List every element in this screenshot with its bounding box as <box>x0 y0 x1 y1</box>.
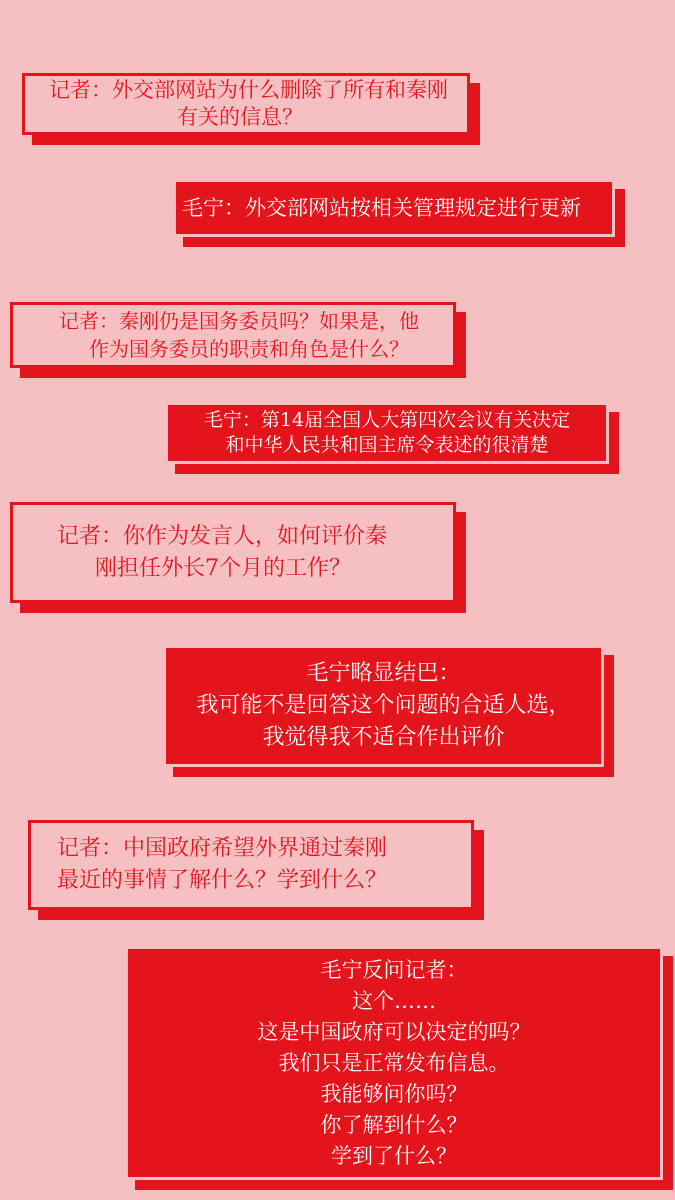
a3-line-3: 我觉得我不适合作出评价 <box>262 725 505 750</box>
maoning-answer-1 <box>173 179 615 237</box>
maoning-answer-4 <box>125 946 663 1180</box>
q3-line-2: 刚担任外长7个月的工作？ <box>95 555 351 581</box>
a4-line-2: 这个…… <box>352 988 436 1013</box>
maoning-answer-2 <box>165 402 609 464</box>
reporter-question-2 <box>10 302 456 368</box>
q3-line-1: 记者：你作为发言人，如何评价秦 <box>57 523 388 549</box>
a4-line-5: 我能够问你吗？ <box>320 1081 468 1106</box>
q2-line-1: 记者：秦刚仍是国务委员吗？如果是，他 <box>59 309 419 333</box>
a4-line-3: 这是中国政府可以决定的吗？ <box>257 1019 531 1044</box>
q4-line-1: 记者：中国政府希望外界通过秦刚 <box>57 836 388 861</box>
maoning-answer-3 <box>163 645 604 767</box>
reporter-question-4 <box>28 820 474 910</box>
reporter-question-3 <box>10 502 456 603</box>
reporter-question-1 <box>22 73 470 135</box>
q1-line-2: 有关的信息？ <box>177 105 303 129</box>
a3-line-1: 毛宁略显结巴： <box>306 661 461 686</box>
a2-line-2: 和中华人民共和国主席令表述的很清楚 <box>225 434 549 456</box>
q2-line-2: 作为国务委员的职责和角色是什么？ <box>89 337 409 361</box>
a3-line-2: 我可能不是回答这个问题的合适人选， <box>196 693 571 718</box>
a4-line-7: 学到了什么？ <box>331 1143 457 1168</box>
a2-line-1: 毛宁：第14届全国人大第四次会议有关决定 <box>203 409 571 431</box>
a1-line-1: 毛宁：外交部网站按相关管理规定进行更新 <box>182 195 581 220</box>
a4-line-6: 你了解到什么？ <box>320 1112 468 1137</box>
q1-line-1: 记者：外交部网站为什么删除了所有和秦刚 <box>49 78 448 102</box>
q4-line-2: 最近的事情了解什么？学到什么？ <box>57 868 388 893</box>
a4-line-4: 我们只是正常发布信息。 <box>278 1050 510 1075</box>
a4-line-1: 毛宁反问记者： <box>320 957 468 982</box>
